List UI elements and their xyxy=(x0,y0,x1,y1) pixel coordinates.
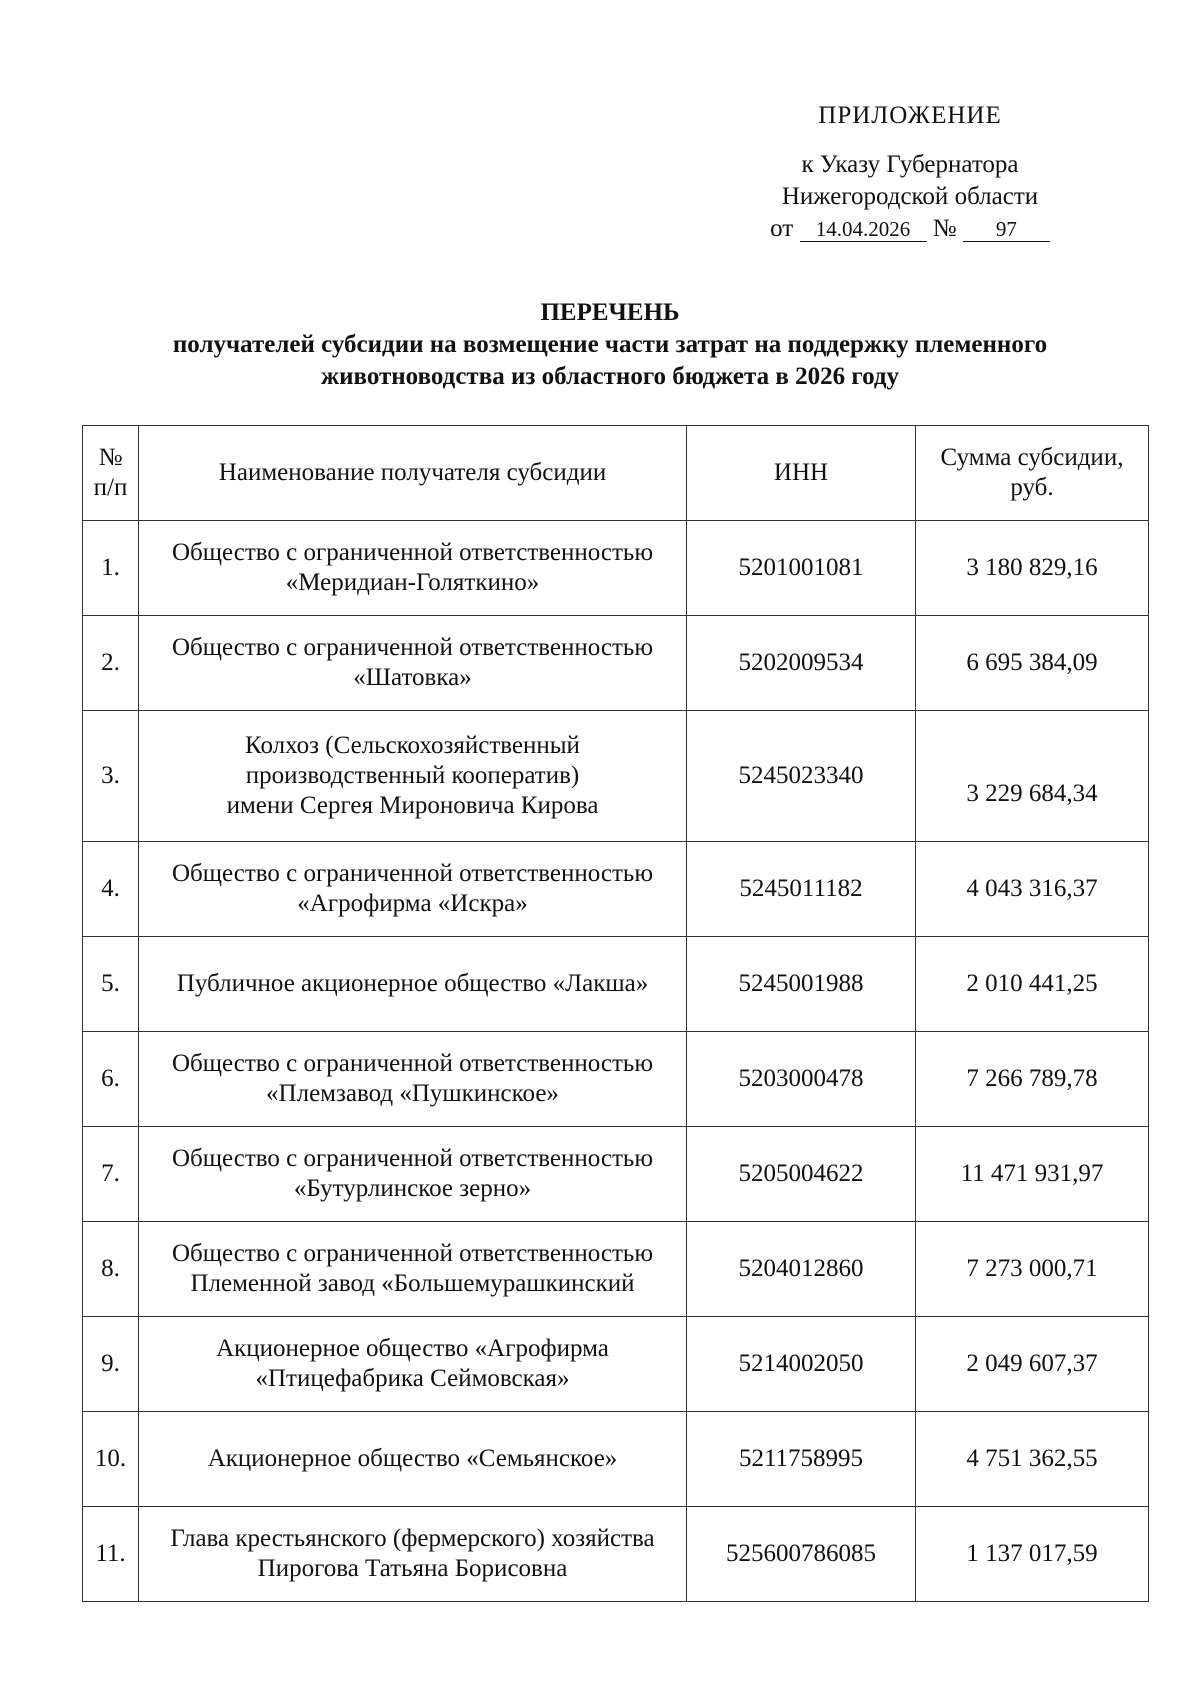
decree-date-line xyxy=(760,213,1060,245)
subsidy-amount: 1 137 017,59 xyxy=(916,1507,1149,1602)
recipient-inn: 525600786085 xyxy=(687,1507,916,1602)
recipient-name-line: Общество с ограниченной ответственностью xyxy=(172,1145,653,1172)
from-label: от xyxy=(770,215,794,242)
recipient-name-line: производственный кооператив) xyxy=(245,762,580,789)
table-row xyxy=(83,1507,1149,1602)
recipient-name xyxy=(139,1222,687,1317)
heading-line-2: животноводства из областного бюджета в 2026 году xyxy=(320,363,900,390)
recipient-name xyxy=(139,1032,687,1127)
subsidy-amount: 11 471 931,97 xyxy=(916,1127,1149,1222)
decree-number: 97 xyxy=(963,217,1050,242)
subsidy-amount: 2 010 441,25 xyxy=(916,937,1149,1032)
heading-title: ПЕРЕЧЕНЬ xyxy=(540,299,680,326)
recipient-inn: 5204012860 xyxy=(687,1222,916,1317)
table-row xyxy=(83,1222,1149,1317)
recipient-name-line: Общество с ограниченной ответственностью xyxy=(172,1240,653,1267)
table-row xyxy=(83,937,1149,1032)
recipient-name xyxy=(139,711,687,842)
row-number: 2. xyxy=(83,616,139,711)
header-name: Наименование получателя субсидии xyxy=(139,426,687,521)
recipient-name-line: Общество с ограниченной ответственностью xyxy=(172,539,653,566)
recipient-name xyxy=(139,1507,687,1602)
subsidy-amount: 6 695 384,09 xyxy=(916,616,1149,711)
decree-date: 14.04.2026 xyxy=(800,217,927,242)
recipient-name-line: Общество с ограниченной ответственностью xyxy=(172,860,653,887)
recipient-inn: 5245023340 xyxy=(687,711,916,842)
subsidy-amount: 2 049 607,37 xyxy=(916,1317,1149,1412)
subsidy-amount: 4 751 362,55 xyxy=(916,1412,1149,1507)
appendix-line-2: Нижегородской области xyxy=(781,183,1039,210)
table-row xyxy=(83,1032,1149,1127)
row-number: 8. xyxy=(83,1222,139,1317)
subsidy-amount: 7 266 789,78 xyxy=(916,1032,1149,1127)
recipient-name xyxy=(139,1317,687,1412)
appendix-line-1: к Указу Губернатора xyxy=(801,151,1019,178)
recipient-name-line: Глава крестьянского (фермерского) хозяйства xyxy=(170,1525,655,1552)
row-number: 3. xyxy=(83,711,139,842)
row-number: 11. xyxy=(83,1507,139,1602)
recipient-inn: 5203000478 xyxy=(687,1032,916,1127)
table-row xyxy=(83,616,1149,711)
recipient-inn: 5214002050 xyxy=(687,1317,916,1412)
document-heading xyxy=(80,297,1140,393)
recipient-name-line: «Меридиан-Голяткино» xyxy=(285,569,540,596)
table-row xyxy=(83,521,1149,616)
recipients-table xyxy=(82,425,1149,1602)
recipient-inn: 5245001988 xyxy=(687,937,916,1032)
table-row xyxy=(83,842,1149,937)
recipient-name xyxy=(139,1412,687,1507)
header-sum: Сумма субсидии, руб. xyxy=(916,426,1149,521)
recipient-name-line: Общество с ограниченной ответственностью xyxy=(172,1050,653,1077)
number-label: № xyxy=(932,215,957,242)
header-inn: ИНН xyxy=(687,426,916,521)
recipient-name-line: «Шатовка» xyxy=(353,664,472,691)
row-number: 9. xyxy=(83,1317,139,1412)
row-number: 4. xyxy=(83,842,139,937)
recipient-inn: 5201001081 xyxy=(687,521,916,616)
header-num: № п/п xyxy=(83,426,139,521)
recipient-inn: 5205004622 xyxy=(687,1127,916,1222)
recipient-name-line: «Агрофирма «Искра» xyxy=(297,890,528,917)
recipient-name-line: Колхоз (Сельскохозяйственный xyxy=(245,732,580,759)
table-row xyxy=(83,711,1149,842)
recipient-name xyxy=(139,521,687,616)
recipient-name xyxy=(139,616,687,711)
recipient-name-line: «Птицефабрика Сеймовская» xyxy=(255,1365,570,1392)
row-number: 6. xyxy=(83,1032,139,1127)
table-row xyxy=(83,1317,1149,1412)
recipient-inn: 5245011182 xyxy=(687,842,916,937)
row-number: 10. xyxy=(83,1412,139,1507)
row-number: 7. xyxy=(83,1127,139,1222)
recipient-name-line: Акционерное общество «Семьянское» xyxy=(207,1445,618,1472)
recipient-name-line: Акционерное общество «Агрофирма xyxy=(216,1335,609,1362)
recipient-name-line: Пирогова Татьяна Борисовна xyxy=(257,1555,568,1582)
recipient-name xyxy=(139,937,687,1032)
recipient-inn: 5211758995 xyxy=(687,1412,916,1507)
recipient-name-line: Общество с ограниченной ответственностью xyxy=(172,634,653,661)
recipient-name-line: Публичное акционерное общество «Лакша» xyxy=(176,970,649,997)
subsidy-amount: 7 273 000,71 xyxy=(916,1222,1149,1317)
recipient-name-line: «Бутурлинское зерно» xyxy=(293,1175,532,1202)
recipient-name-line: Племенной завод «Большемурашкинский xyxy=(190,1270,635,1297)
recipient-name xyxy=(139,1127,687,1222)
subsidy-amount: 3 180 829,16 xyxy=(916,521,1149,616)
row-number: 5. xyxy=(83,937,139,1032)
table-header-row xyxy=(83,426,1149,521)
subsidy-amount: 4 043 316,37 xyxy=(916,842,1149,937)
heading-line-1: получателей субсидии на возмещение части затрат на поддержку племенного xyxy=(172,331,1048,358)
recipient-name xyxy=(139,842,687,937)
row-number: 1. xyxy=(83,521,139,616)
appendix-title: ПРИЛОЖЕНИЕ xyxy=(818,102,1002,129)
appendix-block xyxy=(760,100,1060,245)
table-row xyxy=(83,1412,1149,1507)
recipient-name-line: «Племзавод «Пушкинское» xyxy=(266,1080,559,1107)
subsidy-amount: 3 229 684,34 xyxy=(916,711,1149,842)
recipient-inn: 5202009534 xyxy=(687,616,916,711)
recipient-name-line: имени Сергея Мироновича Кирова xyxy=(226,792,599,819)
table-row xyxy=(83,1127,1149,1222)
